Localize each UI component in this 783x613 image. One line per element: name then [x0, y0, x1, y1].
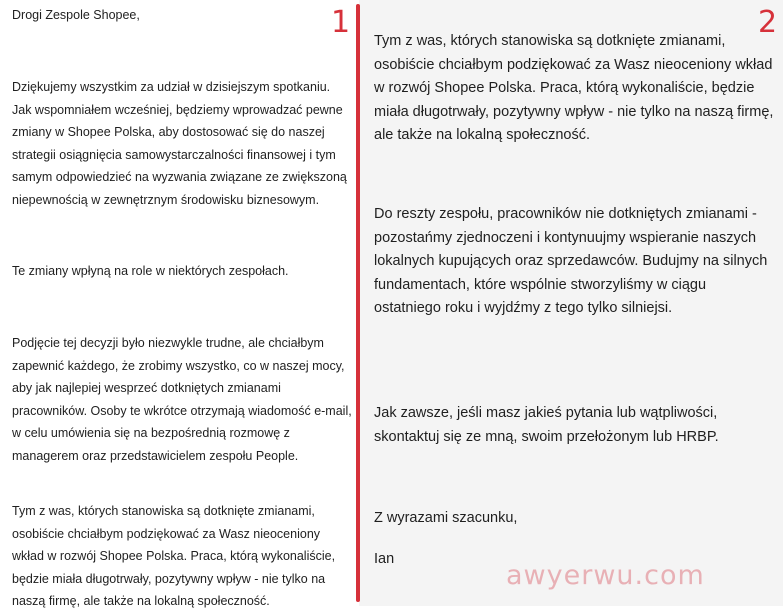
right-paragraph-3: Jak zawsze, jeśli masz jakieś pytania lub wątpliwości, skontaktuj się ze mną, swoim przełożonym lub HRBP. — [374, 405, 719, 445]
left-paragraph-2: Te zmiany wpłyną na role w niektórych zespołach. — [12, 264, 289, 278]
watermark: awyerwu.com — [506, 560, 705, 591]
page-divider — [356, 4, 360, 602]
closing-line: Z wyrazami szacunku, — [374, 510, 518, 526]
right-paragraph-2: Do reszty zespołu, pracowników nie dotkniętych zmianami - pozostańmy zjednoczeni i kontynuujmy wspieranie naszych lokalnych kupujących oraz sprzedawców. Budujmy na silnych fundamentach, które wspólnie stworzyliśmy w ciągu ostatniego roku i wyjdźmy z tego tylko silniejsi. — [374, 206, 768, 316]
signature: Ian — [374, 551, 395, 567]
greeting: Drogi Zespole Shopee, — [12, 8, 140, 22]
left-paragraph-3: Podjęcie tej decyzji było niezwykle trudne, ale chciałbym zapewnić każdego, że zrobimy wszystko, co w naszej mocy, aby jak najlepiej wesprzeć dotkniętych zmianami pracowników. Osoby te wkrótce otrzymają wiadomość e-mail, w celu umówienia się na bezpośrednią rozmowę z managerem oraz przedstawicielem zespołu People. — [12, 336, 352, 463]
page-number-left: 1 — [331, 5, 351, 40]
page-number-right: 2 — [758, 5, 778, 40]
right-paragraph-1: Tym z was, których stanowiska są dotknięte zmianami, osobiście chciałbym podziękować za Wasz nieoceniony wkład w rozwój Shopee Polska. Praca, którą wykonaliście, będzie miała długotrwały, pozytywny wpływ - nie tylko na naszą firmę, ale także na lokalną społeczność. — [374, 33, 774, 143]
left-paragraph-4: Tym z was, których stanowiska są dotknięte zmianami, osobiście chciałbym podziękować za Wasz nieoceniony wkład w rozwój Shopee Polska. Praca, którą wykonaliście, będzie miała długotrwały, pozytywny wpływ - nie tylko na naszą firmę, ale także na lokalną społeczność. — [12, 504, 336, 608]
left-paragraph-1: Dziękujemy wszystkim za udział w dzisiejszym spotkaniu. Jak wspomniałem wcześniej, będziemy wprowadzać pewne zmiany w Shopee Polska, aby dostosować się do naszej strategii osiągnięcia samowystarczalności finansowej i tym samym odpowiedzieć na wyzwania związane ze zwiększoną niepewnością w zewnętrznym środowisku biznesowym. — [12, 80, 347, 207]
